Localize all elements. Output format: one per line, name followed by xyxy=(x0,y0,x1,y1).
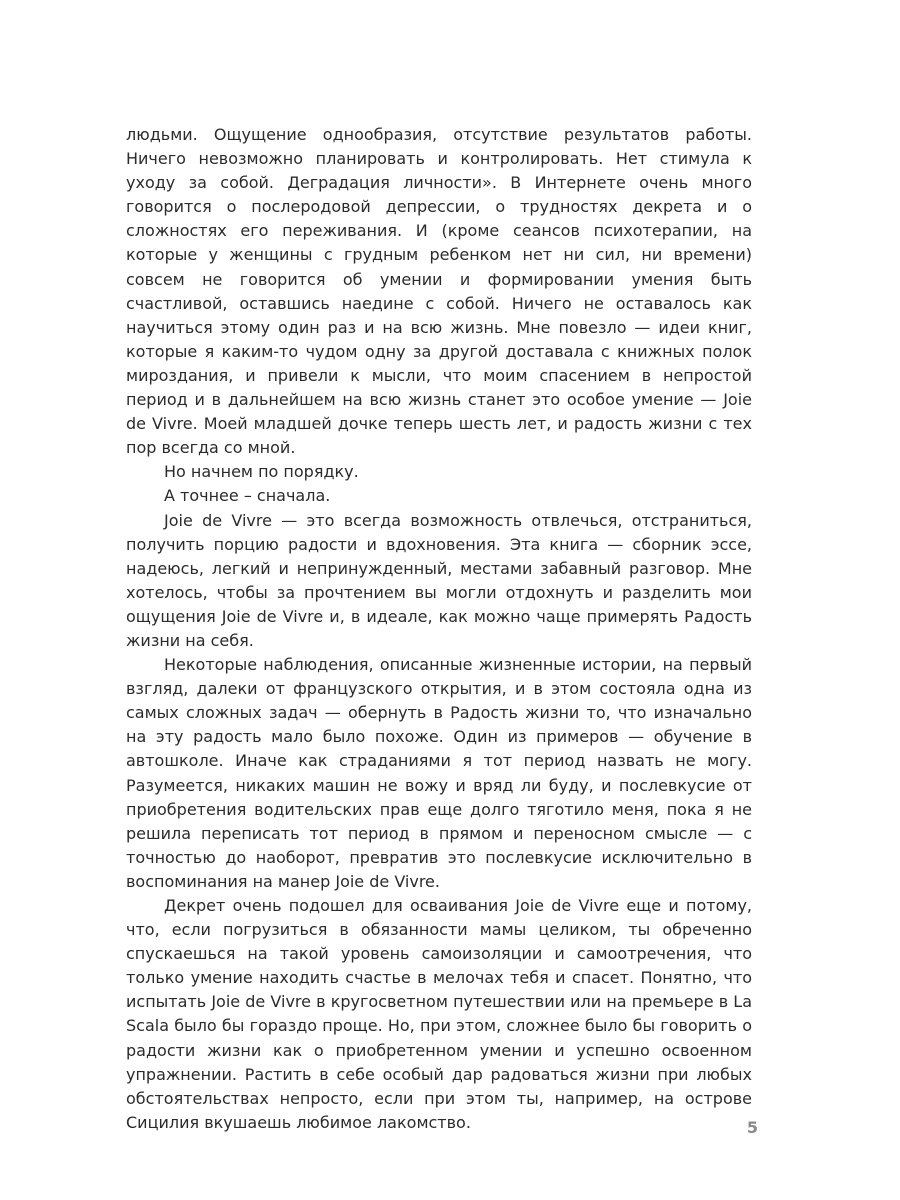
page-number: 5 xyxy=(746,1118,758,1137)
body-text xyxy=(126,123,752,1135)
paragraph: А точнее – сначала. xyxy=(164,486,331,506)
paragraph: Некоторые наблюдения, описанные жизненные истории, на первый взгляд, далеки от французского открытия, и в этом состояла одна из самых сложных задач — обернуть в Радость жизни то, что изначально на эту радость мало было похоже. Один из примеров — обучение в автошколе. Иначе как страданиями я тот период назвать не могу. Разумеется, никаких машин не вожу и вряд ли буду, и послевкусие от приобретения водительских прав еще долго тяготило меня, пока я не решила переписать тот период в прямом и переносном смысле — с точностью до наоборот, превратив это послевкусие исключительно в воспоминания на манер Joie de Vivre. xyxy=(126,655,752,891)
paragraph: людьми. Ощущение однообразия, отсутствие результатов работы. Ничего невозможно планировать и контролировать. Нет стимула к уходу за собой. Деградация личности». В Интернете очень много говорится о послеродовой депрессии, о трудностях декрета и о сложностях его переживания. И (кроме сеансов психотерапии, на которые у женщины с грудным ребенком нет ни сил, ни времени) совсем не говорится об умении и формировании умения быть счастливой, оставшись наедине с собой. Ничего не оставалось как научиться этому один раз и на всю жизнь. Мне повезло — идеи книг, которые я каким-то чудом одну за другой доставала с книжных полок мироздания, и привели к мысли, что моим спасением в непростой период и в дальнейшем на всю жизнь станет это особое умение — Joie de Vivre. Моей младшей дочке теперь шесть лет, и радость жизни с тех пор всегда со мной. xyxy=(126,125,752,458)
paragraph: Декрет очень подошел для осваивания Joie de Vivre еще и потому, что, если погрузиться в обязанности мамы целиком, ты обреченно спускаешься на такой уровень самоизоляции и самоотречения, что только умение находить счастье в мелочах тебя и спасет. Понятно, что испытать Joie de Vivre в кругосветном путешествии или на премьере в La Scala было бы гораздо проще. Но, при этом, сложнее было бы говорить о радости жизни как о приобретенном умении и успешно освоенном упражнении. Растить в себе особый дар радоваться жизни при любых обстоятельствах непросто, если при этом ты, например, на острове Сицилия вкушаешь любимое лакомство. xyxy=(126,896,752,1132)
paragraph: Но начнем по порядку. xyxy=(164,462,359,482)
paragraph: Joie de Vivre — это всегда возможность отвлечься, отстраниться, получить порцию радости и вдохновения. Эта книга — сборник эссе, надеюсь, легкий и непринужденный, местами забавный разговор. Мне хотелось, чтобы за прочтением вы могли отдохнуть и разделить мои ощущения Joie de Vivre и, в идеале, как можно чаще примерять Радость жизни на себя. xyxy=(126,510,752,650)
